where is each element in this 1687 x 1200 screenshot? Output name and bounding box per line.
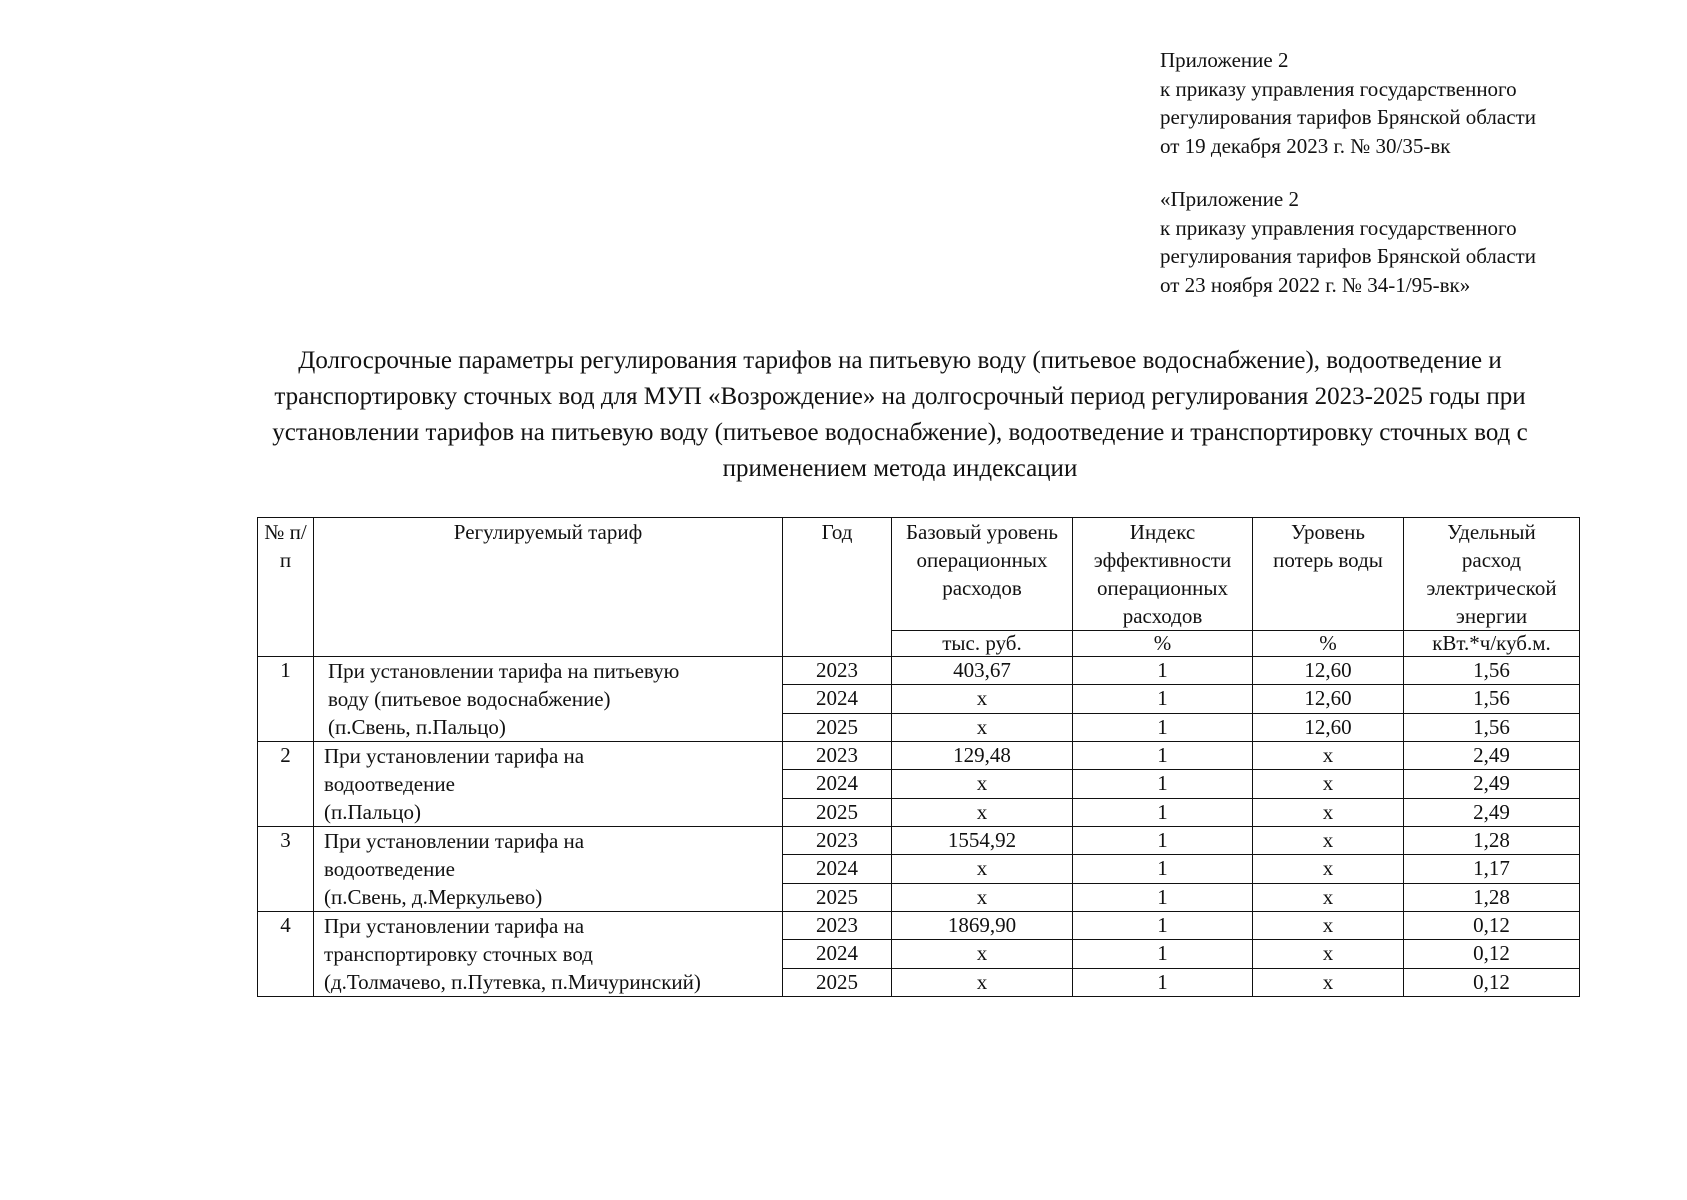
water-loss-cell: х: [1253, 827, 1404, 855]
row-number: 3: [258, 827, 314, 912]
tariff-name-line: (д.Толмачево, п.Путевка, п.Мичуринский): [324, 970, 701, 994]
energy-cell: 2,49: [1404, 742, 1580, 770]
efficiency-index-cell: 1: [1073, 940, 1253, 968]
efficiency-index-cell: 1: [1073, 883, 1253, 911]
tariff-name: [314, 742, 783, 827]
year-cell: 2025: [783, 883, 892, 911]
efficiency-index-cell: 1: [1073, 798, 1253, 826]
water-loss-cell: х: [1253, 968, 1404, 996]
energy-cell: 2,49: [1404, 798, 1580, 826]
title-line: применением метода индексации: [722, 455, 1078, 482]
efficiency-index-cell: 1: [1073, 968, 1253, 996]
efficiency-index-cell: 1: [1073, 742, 1253, 770]
water-loss-cell: х: [1253, 798, 1404, 826]
unit-energy: кВт.*ч/куб.м.: [1404, 631, 1580, 657]
water-loss-cell: 12,60: [1253, 685, 1404, 713]
tariff-name-line: транспортировку сточных вод: [324, 942, 593, 966]
base-level-cell: х: [892, 940, 1073, 968]
appendix-previous-line: к приказу управления государственного: [1160, 215, 1517, 240]
efficiency-index-cell: 1: [1073, 827, 1253, 855]
appendix-current-line: регулирования тарифов Брянской области: [1160, 105, 1536, 129]
year-cell: 2023: [783, 742, 892, 770]
tariff-name-line: (п.Свень, п.Пальцо): [328, 715, 506, 739]
appendix-current-reference: [1160, 46, 1536, 160]
header-base-level: Базовый уровень операционных расходов: [892, 518, 1073, 631]
row-number: 1: [258, 657, 314, 742]
header-row: [258, 518, 1580, 631]
table-row: [258, 742, 1580, 770]
base-level-cell: 129,48: [892, 742, 1073, 770]
base-level-cell: х: [892, 968, 1073, 996]
appendix-previous-line: «Приложение 2: [1160, 187, 1299, 211]
appendix-current-line: Приложение 2: [1160, 48, 1289, 72]
header-energy: Удельный расход электрической энергии: [1404, 518, 1580, 631]
energy-cell: 1,56: [1404, 657, 1580, 685]
unit-base-level: тыс. руб.: [892, 631, 1073, 657]
appendix-current-line: к приказу управления государственного: [1160, 76, 1517, 101]
table-body: [258, 657, 1580, 997]
tariff-name: [314, 912, 783, 997]
water-loss-cell: 12,60: [1253, 713, 1404, 741]
unit-efficiency-index: %: [1073, 631, 1253, 657]
efficiency-index-cell: 1: [1073, 657, 1253, 685]
base-level-cell: х: [892, 713, 1073, 741]
base-level-cell: х: [892, 883, 1073, 911]
energy-cell: 0,12: [1404, 968, 1580, 996]
base-level-cell: 1554,92: [892, 827, 1073, 855]
energy-cell: 1,28: [1404, 883, 1580, 911]
water-loss-cell: х: [1253, 855, 1404, 883]
base-level-cell: х: [892, 770, 1073, 798]
base-level-cell: х: [892, 685, 1073, 713]
header-efficiency-index: Индекс эффективности операционных расходов: [1073, 518, 1253, 631]
year-cell: 2023: [783, 827, 892, 855]
energy-cell: 0,12: [1404, 912, 1580, 940]
table-header: [258, 518, 1580, 657]
year-cell: 2025: [783, 798, 892, 826]
unit-water-loss: %: [1253, 631, 1404, 657]
year-cell: 2024: [783, 855, 892, 883]
tariff-name-line: При установлении тарифа на: [324, 914, 585, 938]
year-cell: 2024: [783, 940, 892, 968]
year-cell: 2025: [783, 968, 892, 996]
water-loss-cell: х: [1253, 940, 1404, 968]
energy-cell: 2,49: [1404, 770, 1580, 798]
tariff-name: [314, 657, 783, 742]
table-row: [258, 657, 1580, 685]
water-loss-cell: 12,60: [1253, 657, 1404, 685]
efficiency-index-cell: 1: [1073, 912, 1253, 940]
appendix-previous-reference: [1160, 185, 1536, 299]
tariff-name-line: (п.Свень, д.Меркульево): [324, 885, 543, 909]
tariff-name-line: (п.Пальцо): [324, 800, 421, 824]
tariff-name-line: При установлении тарифа на питьевую: [328, 659, 680, 683]
tariff-name-line: водоотведение: [324, 772, 455, 796]
tariff-name-line: водоотведение: [324, 857, 455, 881]
tariff-name-line: воду (питьевое водоснабжение): [328, 687, 611, 711]
document-title: [150, 343, 1650, 487]
base-level-cell: х: [892, 855, 1073, 883]
header-year: Год: [783, 518, 892, 657]
table-row: [258, 827, 1580, 855]
year-cell: 2024: [783, 685, 892, 713]
row-number: 2: [258, 742, 314, 827]
tariff-parameters-table: [257, 517, 1580, 997]
title-line: Долгосрочные параметры регулирования тарифов на питьевую воду (питьевое водоснабжение), водоотведение и: [298, 347, 1502, 374]
energy-cell: 1,17: [1404, 855, 1580, 883]
efficiency-index-cell: 1: [1073, 770, 1253, 798]
table-row: [258, 912, 1580, 940]
tariff-name-line: При установлении тарифа на: [324, 829, 585, 853]
base-level-cell: 1869,90: [892, 912, 1073, 940]
year-cell: 2023: [783, 912, 892, 940]
title-line: установлении тарифов на питьевую воду (питьевое водоснабжение), водоотведение и транспортировку сточных вод с: [272, 419, 1528, 446]
efficiency-index-cell: 1: [1073, 685, 1253, 713]
energy-cell: 0,12: [1404, 940, 1580, 968]
energy-cell: 1,56: [1404, 713, 1580, 741]
header-num: № п/п: [258, 518, 314, 657]
efficiency-index-cell: 1: [1073, 713, 1253, 741]
tariff-name: [314, 827, 783, 912]
tariff-name-line: При установлении тарифа на: [324, 744, 585, 768]
water-loss-cell: х: [1253, 912, 1404, 940]
efficiency-index-cell: 1: [1073, 855, 1253, 883]
water-loss-cell: х: [1253, 883, 1404, 911]
base-level-cell: 403,67: [892, 657, 1073, 685]
base-level-cell: х: [892, 798, 1073, 826]
appendix-current-line: от 19 декабря 2023 г. № 30/35-вк: [1160, 133, 1451, 158]
energy-cell: 1,28: [1404, 827, 1580, 855]
title-line: транспортировку сточных вод для МУП «Возрождение» на долгосрочный период регулирования 2023-2025 годы при: [274, 383, 1526, 410]
water-loss-cell: х: [1253, 742, 1404, 770]
appendix-previous-line: регулирования тарифов Брянской области: [1160, 244, 1536, 268]
row-number: 4: [258, 912, 314, 997]
energy-cell: 1,56: [1404, 685, 1580, 713]
appendix-previous-line: от 23 ноября 2022 г. № 34-1/95-вк»: [1160, 272, 1471, 297]
header-water-loss: Уровень потерь воды: [1253, 518, 1404, 631]
header-tariff: Регулируемый тариф: [314, 518, 783, 657]
water-loss-cell: х: [1253, 770, 1404, 798]
year-cell: 2023: [783, 657, 892, 685]
year-cell: 2024: [783, 770, 892, 798]
year-cell: 2025: [783, 713, 892, 741]
